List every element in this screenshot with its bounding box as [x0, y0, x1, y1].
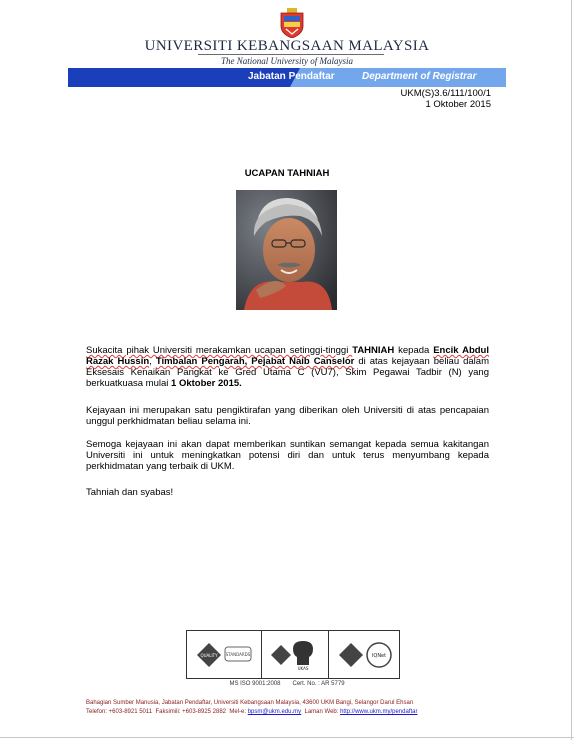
department-malay-label: Jabatan Pendaftar: [248, 71, 335, 82]
university-name-rule: [198, 54, 384, 55]
footer-email-label: Mel-e:: [229, 709, 247, 715]
p1-recipient-name: Encik Abdul Razak Hussin: [86, 345, 489, 367]
svg-text:QUALITY: QUALITY: [200, 653, 218, 658]
cert-number: Cert. No. : AR 5779: [292, 681, 345, 687]
paragraph-recognition: Kejayaan ini merupakan satu pengiktirafan yang diberikan oleh Universiti di atas pencapaian unggul perkhidmatan beliau selama ini.: [86, 405, 489, 427]
quality-system-logo-1: [193, 635, 255, 673]
iso-standard: MS ISO 9001:2008: [229, 681, 281, 687]
footer-phone: Telefon: +603-8921 5011: [86, 709, 153, 715]
paragraph-closing: Tahniah dan syabas!: [86, 487, 174, 498]
p1-recipient-position: Timbalan Pengarah, Pejabat Naib Canselor: [155, 356, 355, 367]
certification-logos: [186, 630, 400, 679]
paragraph-congratulation: [86, 345, 489, 389]
p1-effective-date: 1 Oktober 2015.: [171, 378, 242, 389]
p1-text-d: di atas kejayaan beliau dalam Eksesais Kenaikan Pangkat ke Gred Utama C (VU7), Skim Pegawai Tadbir (N) yang berkuatkuasa mulai: [86, 356, 489, 389]
svg-text:STANDARDS: STANDARDS: [225, 652, 251, 657]
department-english-label: Department of Registrar: [362, 71, 477, 82]
cert-divider: [261, 631, 262, 678]
department-banner: [68, 68, 506, 87]
footer-contact: [86, 709, 486, 715]
p1-text-b: kepada: [394, 345, 434, 356]
footer-web-link[interactable]: http://www.ukm.my/pendaftar: [340, 709, 418, 715]
svg-text:UKAS: UKAS: [297, 666, 309, 671]
footer-fax: Faksimili: +603-8925 2882: [155, 709, 227, 715]
footer-email-link[interactable]: bpsm@ukm.edu.my: [247, 709, 302, 715]
ukm-crest-logo: [279, 8, 305, 38]
university-subtitle: The National University of Malaysia: [221, 56, 353, 66]
letter-title: UCAPAN TAHNIAH: [244, 168, 330, 179]
reference-date: 1 Oktober 2015: [425, 99, 491, 110]
reference-block: [401, 88, 491, 110]
certification-text: [0, 681, 574, 687]
p1-tahniah: TAHNIAH: [352, 345, 395, 356]
reference-number: UKM(S)3.6/111/100/1: [400, 88, 491, 99]
ukas-logo: [267, 635, 323, 673]
university-name: UNIVERSITI KEBANGSAAN MALAYSIA: [144, 38, 430, 54]
svg-text:IQNet: IQNet: [371, 653, 387, 659]
footer-web-label: Laman Web:: [304, 709, 339, 715]
footer-address: Bahagian Sumber Manusia, Jabatan Pendaftar, Universiti Kebangsaan Malaysia, 43600 UKM Bangi, Selangor Darul Ehsan: [86, 700, 414, 706]
p1-text-a: Sukacita pihak Universiti merakamkan ucapan setinggi-tinggi: [86, 345, 353, 356]
page-right-edge: [571, 0, 572, 740]
iqnet-logo: [333, 635, 395, 673]
portrait-photo: [236, 190, 337, 310]
p1-text-c: ,: [149, 356, 156, 367]
paragraph-encouragement: Semoga kejayaan ini akan dapat memberikan suntikan semangat kepada semua kakitangan Universiti ini untuk meningkatkan potensi diri dan untuk terus menyumbang kepada perkhidmatan yang terbaik di UKM.: [86, 439, 489, 472]
cert-divider: [328, 631, 329, 678]
page-bottom-edge: [0, 737, 574, 738]
